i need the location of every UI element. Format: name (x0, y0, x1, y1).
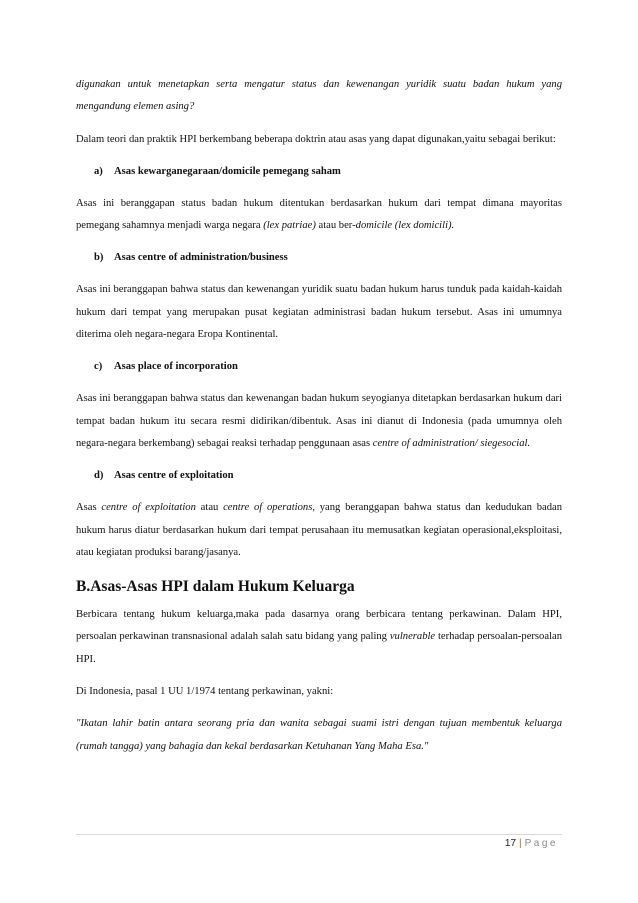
section-b-paragraph-2: Di Indonesia, pasal 1 UU 1/1974 tentang perkawinan, yakni: (76, 686, 334, 698)
doctrine-paragraph-c (76, 388, 562, 455)
page-number: 17 (504, 838, 517, 849)
page-label: Page (524, 838, 558, 849)
paragraph-italic: centre of administration/ siegesocial. (372, 437, 531, 449)
paragraph-italic: (lex patriae) (263, 220, 316, 232)
paragraph-italic: vulnerable (389, 631, 436, 643)
doctrine-heading-b (94, 247, 562, 269)
paragraph-text: Asas ini beranggapan bahwa status dan kewenangan badan hukum seyogianya ditetapkan berdasarkan hukum dari tempat badan hukum itu secara resmi didirikan/dibentuk. Asas ini dianut di Indonesia (pada umumnya oleh negara-negara berkembang) sebagai reaksi terhadap penggunaan asas (76, 393, 562, 449)
intro-question: digunakan untuk menetapkan serta mengatur status dan kewenangan yuridik suatu badan hukum yang mengandung elemen asing? (76, 79, 562, 113)
doctrine-heading-text: Asas centre of exploitation (114, 470, 234, 482)
doctrine-heading-text: Asas kewarganegaraan/domicile pemegang saham (114, 165, 341, 177)
footer-divider (76, 834, 562, 835)
doctrine-letter: b) (94, 252, 104, 264)
paragraph-text: , yang beranggapan bahwa status dan kedudukan badan hukum harus diatur berdasarkan hukum dari tempat perusahaan itu memusatkan kegiatan operasional,eksploitasi, atau kegiatan produksi barang/jasanya. (76, 502, 563, 558)
doctrine-heading-a (94, 161, 562, 183)
doctrine-letter: c) (94, 361, 103, 373)
footer-separator: | (519, 838, 522, 849)
doctrine-paragraph-d (76, 497, 562, 564)
paragraph-italic: centre of operations (223, 502, 313, 514)
doctrine-heading-text: Asas place of incorporation (114, 361, 238, 373)
doctrine-paragraph-b: Asas ini beranggapan bahwa status dan kewenangan yuridik suatu badan hukum harus tunduk pada kaidah-kaidah hukum dari tempat yang merupakan pusat kegiatan administrasi badan hukum tersebut. Asas ini umumnya diterima oleh negara-negara Eropa Kontinental. (76, 284, 562, 341)
paragraph-text: Asas (76, 502, 102, 514)
page-footer (505, 838, 558, 849)
paragraph-text: atau ber- (315, 220, 356, 232)
page-content (76, 74, 562, 758)
doctrine-letter: d) (94, 470, 104, 482)
doctrine-paragraph-a (76, 193, 562, 238)
paragraph-text: atau (195, 502, 224, 514)
intro-paragraph: Dalam teori dan praktik HPI berkembang beberapa doktrin atau asas yang dapat digunakan,yaitu sebagai berikut: (76, 133, 556, 145)
doctrine-heading-d (94, 465, 562, 487)
paragraph-text: Asas ini beranggapan status badan hukum ditentukan berdasarkan hukum dari tempat dimana mayoritas pemegang sahamnya menjadi warga negara (76, 197, 562, 232)
section-b-quote: "Ikatan lahir batin antara seorang pria dan wanita sebagai suami istri dengan tujuan membentuk keluarga (rumah tangga) yang bahagia dan kekal berdasarkan Ketuhanan Yang Maha Esa." (76, 718, 562, 752)
doctrine-heading-c (94, 356, 562, 378)
section-b-paragraph-1 (76, 604, 562, 671)
paragraph-italic: centre of exploitation (101, 502, 196, 514)
paragraph-text: Berbicara tentang hukum keluarga,maka pada dasarnya orang berbicara tentang perkawinan. Dalam HPI, persoalan perkawinan transnasional adalah salah satu bidang yang paling (76, 609, 562, 643)
paragraph-text: terhadap persoalan-persoalan HPI. (76, 631, 562, 665)
section-b-title: B.Asas-Asas HPI dalam Hukum Keluarga (76, 578, 355, 596)
doctrine-heading-text: Asas centre of administration/business (114, 252, 288, 264)
paragraph-italic: domicile (lex domicili). (355, 220, 455, 232)
doctrine-letter: a) (94, 165, 103, 177)
